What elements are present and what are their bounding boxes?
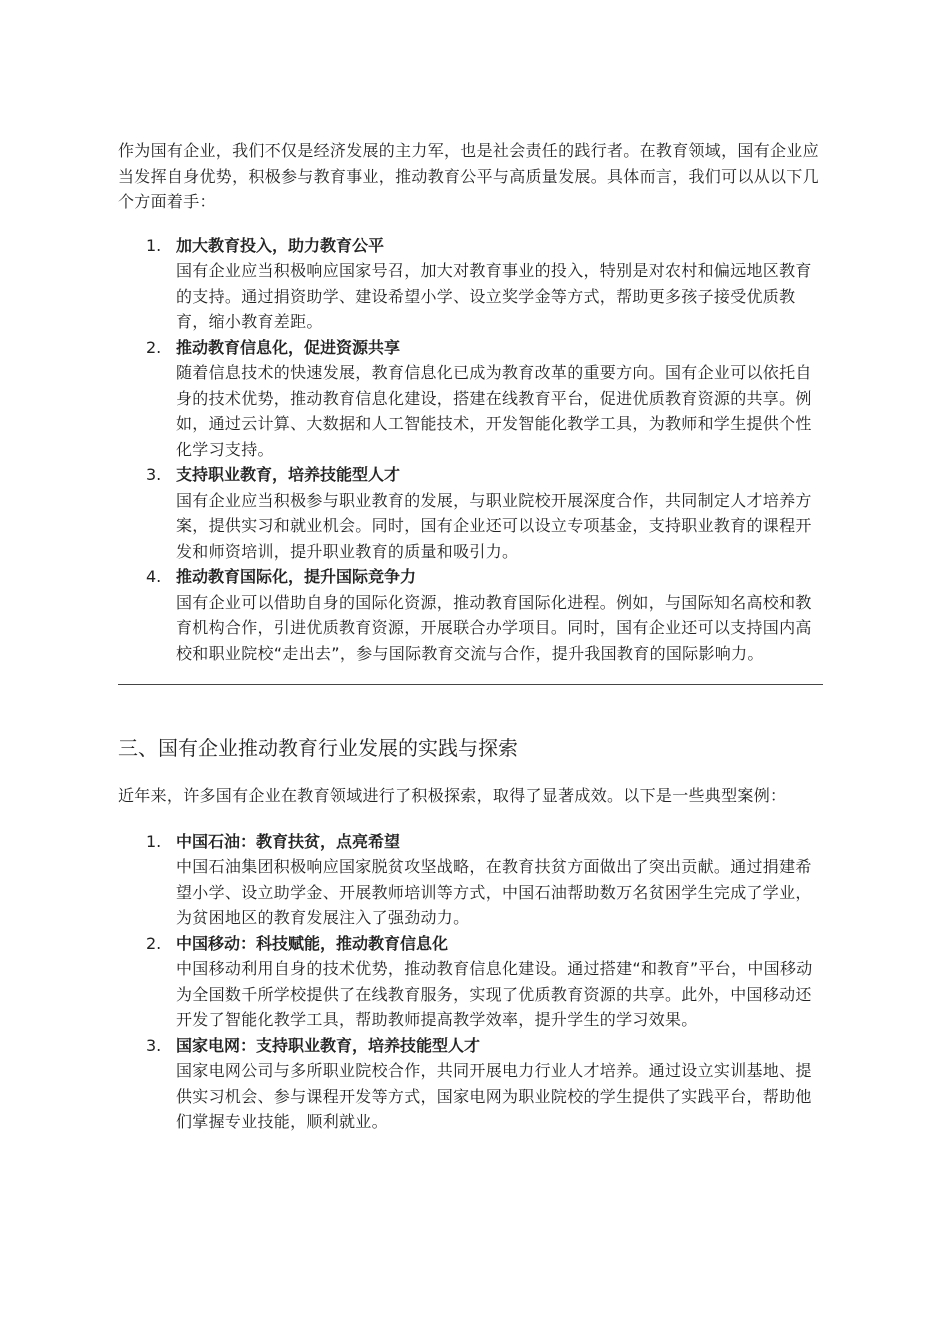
list-number: 1. (146, 831, 162, 851)
list-number: 2. (146, 337, 162, 357)
list-item (118, 233, 826, 335)
list-item-title: 推动教育信息化，促进资源共享 (176, 337, 401, 357)
section-intro-paragraph: 近年来，许多国有企业在教育领域进行了积极探索，取得了显著成效。以下是一些典型案例： (118, 786, 787, 805)
list-item-body: 国家电网公司与多所职业院校合作，共同开展电力行业人才培养。通过设立实训基地、提供实习机会、参与课程开发等方式，国家电网为职业院校的学生提供了实践平台，帮助他们掌握专业技能，顺利就业。 (176, 1061, 812, 1131)
list-item-title: 支持职业教育，培养技能型人才 (176, 465, 401, 484)
list-item (118, 931, 826, 1033)
list-item-body: 国有企业应当积极参与职业教育的发展，与职业院校开展深度合作，共同制定人才培养方案，提供实习和就业机会。同时，国有企业还可以设立专项基金，支持职业教育的课程开发和师资培训，提升职业教育的质量和吸引力。 (176, 490, 812, 561)
list-item (118, 335, 826, 463)
list-number: 3. (146, 465, 162, 484)
list-item-body: 中国移动利用自身的技术优势，推动教育信息化建设。通过搭建“和教育”平台，中国移动为全国数千所学校提供了在线教育服务，实现了优质教育资源的共享。此外，中国移动还开发了智能化教学工具，帮助教师提高教学效率，提升学生的学习效果。 (176, 959, 813, 1029)
section-divider (118, 684, 823, 685)
list-item (118, 829, 826, 931)
list-item-title: 国家电网：支持职业教育，培养技能型人才 (176, 1035, 481, 1055)
intro-paragraph: 作为国有企业，我们不仅是经济发展的主力军，也是社会责任的践行者。在教育领域，国有企业应当发挥自身优势，积极参与教育事业，推动教育公平与高质量发展。具体而言，我们可以从以下几个方面着手： (118, 141, 819, 211)
list-item-body: 国有企业应当积极响应国家号召，加大对教育事业的投入，特别是对农村和偏远地区教育的支持。通过捐资助学、建设希望小学、设立奖学金等方式，帮助更多孩子接受优质教育，缩小教育差距。 (176, 261, 812, 331)
list-item-title: 加大教育投入，助力教育公平 (176, 235, 385, 255)
section-heading: 三、国有企业推动教育行业发展的实践与探索 (118, 736, 518, 760)
list-item-body: 中国石油集团积极响应国家脱贫攻坚战略，在教育扶贫方面做出了突出贡献。通过捐建希望小学、设立助学金、开展教师培训等方式，中国石油帮助数万名贫困学生完成了学业，为贫困地区的教育发展注入了强劲动力。 (176, 857, 812, 927)
cases-list (118, 829, 826, 1135)
list-item (118, 564, 826, 666)
list-item-title: 中国石油：教育扶贫，点亮希望 (176, 831, 401, 851)
list-number: 3. (146, 1035, 162, 1055)
document-content (118, 138, 826, 1135)
list-number: 2. (146, 933, 162, 953)
list-item-title: 中国移动：科技赋能，推动教育信息化 (176, 933, 449, 953)
list-item (118, 462, 826, 564)
list-item-body: 国有企业可以借助自身的国际化资源，推动教育国际化进程。例如，与国际知名高校和教育机构合作，引进优质教育资源，开展联合办学项目。同时，国有企业还可以支持国内高校和职业院校“走出去”，参与国际教育交流与合作，提升我国教育的国际影响力。 (176, 592, 812, 663)
list-number: 4. (146, 567, 162, 586)
list-number: 1. (146, 235, 162, 255)
list-item-body: 随着信息技术的快速发展，教育信息化已成为教育改革的重要方向。国有企业可以依托自身的技术优势，推动教育信息化建设，搭建在线教育平台，促进优质教育资源的共享。例如，通过云计算、大数据和人工智能技术，开发智能化教学工具，为教师和学生提供个性化学习支持。 (176, 363, 812, 459)
measures-list (118, 233, 826, 667)
list-item-title: 推动教育国际化，提升国际竞争力 (176, 567, 417, 586)
list-item (118, 1033, 826, 1135)
